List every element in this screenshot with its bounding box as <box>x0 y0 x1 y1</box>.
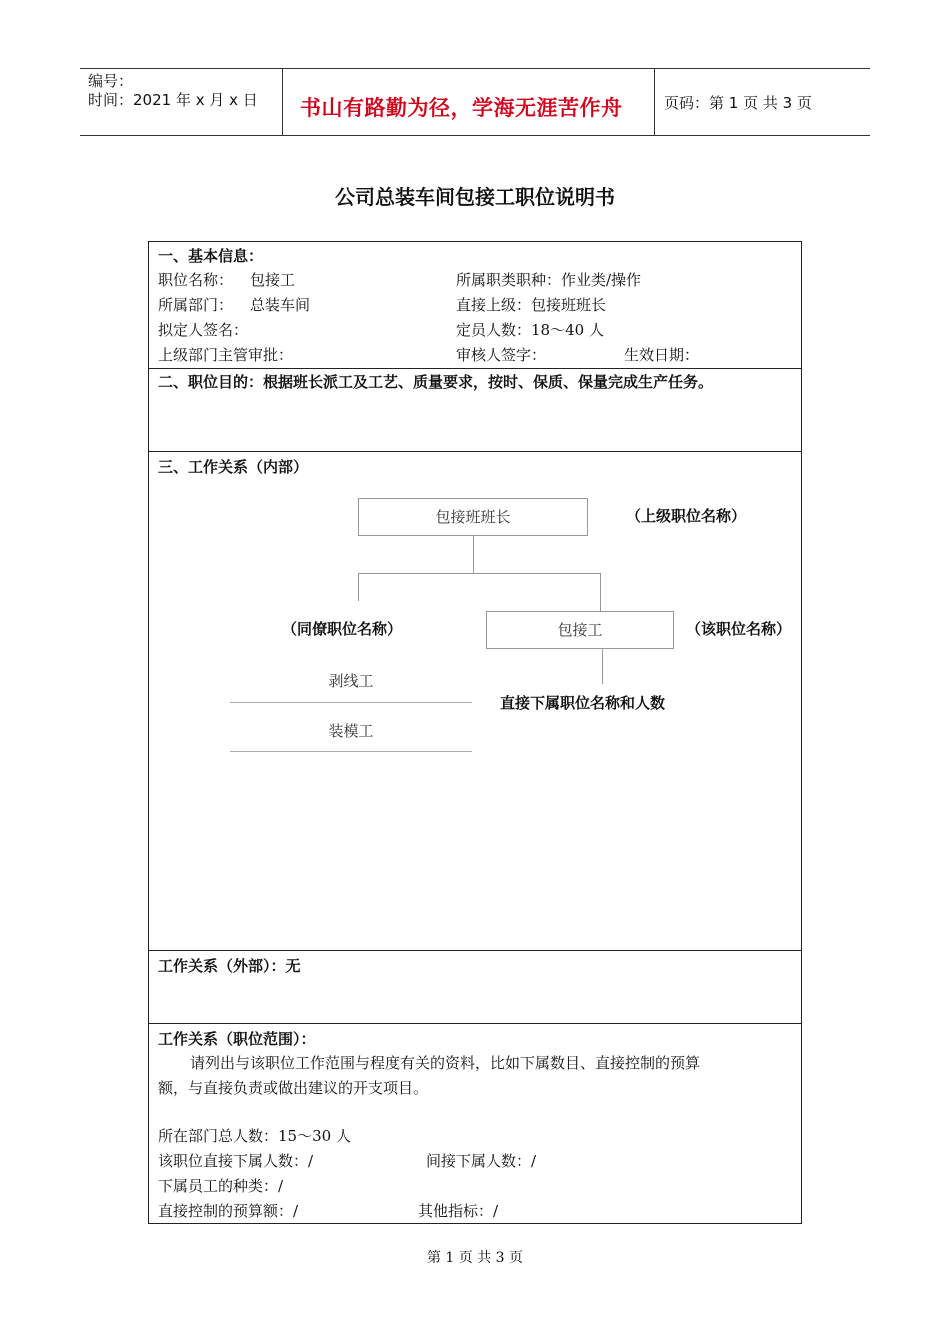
org-connector-peer-drop <box>358 573 359 601</box>
direct-subordinate-count: 该职位直接下属人数：/ <box>158 1152 314 1170</box>
scope-description-line-1: 请列出与该职位工作范围与程度有关的资料，比如下属数目、直接控制的预算 <box>190 1054 701 1072</box>
job-category: 所属职类职种：作业类/操作 <box>456 271 642 289</box>
org-connector-self-drop <box>600 573 601 611</box>
page-footer: 第 1 页 共 3 页 <box>426 1250 524 1266</box>
org-connector-subordinate <box>602 648 603 684</box>
drafter-signature: 拟定人签名： <box>158 321 249 339</box>
section-divider-1 <box>148 368 802 369</box>
doc-number-label: 编号： <box>88 72 134 90</box>
doc-time-label: 时间：2021 年 x 月 x 日 <box>88 91 258 109</box>
self-caption: （该职位名称） <box>686 620 792 638</box>
controlled-budget: 直接控制的预算额：/ <box>158 1202 299 1220</box>
position-name-label: 职位名称： <box>158 271 234 289</box>
header-top-rule <box>80 68 870 69</box>
subordinate-types: 下属员工的种类：/ <box>158 1177 284 1195</box>
peer-position-1: 剥线工 <box>328 672 374 690</box>
reviewer-signature: 审核人签字： <box>456 346 547 364</box>
header-page-info: 页码：第 1 页 共 3 页 <box>664 94 812 112</box>
effective-date: 生效日期： <box>624 346 700 364</box>
section-divider-3 <box>148 950 802 951</box>
internal-relations-heading: 三、工作关系（内部） <box>158 458 309 476</box>
section-basic-info-heading: 一、基本信息： <box>158 247 264 265</box>
document-title: 公司总装车间包接工职位说明书 <box>335 185 615 209</box>
indirect-subordinate-count: 间接下属人数：/ <box>426 1152 537 1170</box>
department-total-headcount: 所在部门总人数：15～30 人 <box>158 1127 351 1145</box>
position-name-value: 包接工 <box>250 271 296 289</box>
department-value: 总装车间 <box>250 296 311 314</box>
peer-underline-1 <box>230 702 472 703</box>
header-motto: 书山有路勤为径，学海无涯苦作舟 <box>300 96 623 120</box>
position-purpose: 二、职位目的：根据班长派工及工艺、质量要求，按时、保质、保量完成生产任务。 <box>158 373 714 391</box>
supervisor-approval: 上级部门主管审批： <box>158 346 294 364</box>
peer-underline-2 <box>230 751 472 752</box>
subordinate-caption: 直接下属职位名称和人数 <box>500 694 666 712</box>
headcount: 定员人数：18～40 人 <box>456 321 604 339</box>
peer-caption: （同僚职位名称） <box>282 620 403 638</box>
scope-heading: 工作关系（职位范围）： <box>158 1030 316 1048</box>
department-label: 所属部门： <box>158 296 234 314</box>
header-divider-right <box>654 68 655 135</box>
org-connector-vertical <box>473 535 474 573</box>
self-position-box: 包接工 <box>486 611 674 649</box>
external-relations: 工作关系（外部）：无 <box>158 957 301 975</box>
header-bottom-rule <box>80 135 870 136</box>
superior-caption: （上级职位名称） <box>626 507 747 525</box>
superior-position-box: 包接班班长 <box>358 498 588 536</box>
section-divider-4 <box>148 1023 802 1024</box>
peer-position-2: 装模工 <box>328 722 374 740</box>
direct-superior: 直接上级：包接班班长 <box>456 296 607 314</box>
header-divider-left <box>282 68 283 135</box>
org-connector-horizontal <box>358 573 600 574</box>
section-divider-2 <box>148 451 802 452</box>
scope-description-line-2: 额，与直接负责或做出建议的开支项目。 <box>158 1079 429 1097</box>
other-indicators: 其他指标：/ <box>418 1202 499 1220</box>
